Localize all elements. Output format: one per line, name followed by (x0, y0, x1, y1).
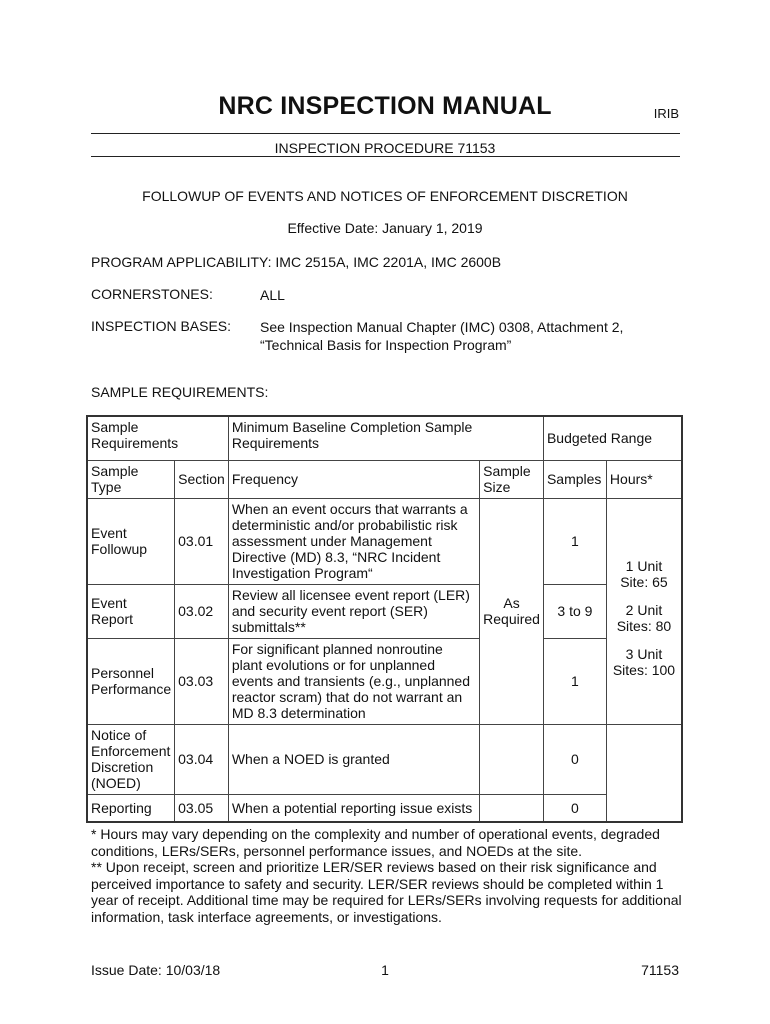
header-section: Section (175, 460, 229, 498)
section-cell: 03.03 (175, 638, 229, 724)
header-samples: Samples (543, 460, 606, 498)
samples-cell: 0 (543, 724, 606, 794)
inspection-bases-label: INSPECTION BASES: (91, 318, 232, 334)
hours-2-unit: 2 Unit Sites: 80 (616, 602, 672, 634)
issue-date: Issue Date: 10/03/18 (91, 962, 221, 978)
header-frequency: Frequency (228, 460, 479, 498)
procedure-subject: FOLLOWUP OF EVENTS AND NOTICES OF ENFORCEMENT DISCRETION (142, 188, 628, 204)
procedure-number: INSPECTION PROCEDURE 71153 (274, 140, 496, 156)
header-hours: Hours* (606, 460, 682, 498)
samples-cell: 1 (543, 638, 606, 724)
cornerstones-value: ALL (260, 287, 285, 303)
sample-type-cell: Event Report (87, 584, 175, 638)
samples-cell: 0 (543, 794, 606, 822)
effective-date: Effective Date: January 1, 2019 (287, 220, 483, 236)
frequency-cell: For significant planned nonroutine plant evolutions or for unplanned events and transients (e.g., unplanned reactor scram) that do not warrant an MD 8.3 determination (228, 638, 479, 724)
manual-title: NRC INSPECTION MANUAL (218, 92, 552, 120)
frequency-cell: Review all licensee event report (LER) and security event report (SER) submittals** (228, 584, 479, 638)
footnote-hours: * Hours may vary depending on the complexity and number of operational events, degraded conditions, LERs/SERs, personnel performance issues, and NOEDs at the site. (91, 826, 660, 859)
org-label: IRIB (653, 106, 679, 121)
program-applicability: PROGRAM APPLICABILITY: IMC 2515A, IMC 2201A, IMC 2600B (91, 254, 502, 270)
sample-type-cell: Personnel Performance (87, 638, 175, 724)
samples-cell: 1 (543, 498, 606, 584)
hours-1-unit: 1 Unit Site: 65 (620, 558, 668, 590)
inspection-bases-value (260, 318, 623, 354)
sample-requirements-heading: SAMPLE REQUIREMENTS: (91, 384, 269, 400)
samples-cell: 3 to 9 (543, 584, 606, 638)
footnote-ler-ser: ** Upon receipt, screen and prioritize LER/SER reviews based on their risk significance and perceived importance to safety and security. LER/SER reviews should be completed within 1 year of receipt. Additional time may be required for LERs/SERs involving requests for additional information, task interface agreements, or investigations. (91, 859, 682, 925)
header-min-baseline: Minimum Baseline Completion Sample Requirements (228, 416, 543, 460)
cornerstones-label: CORNERSTONES: (91, 286, 213, 302)
hours-3-unit: 3 Unit Sites: 100 (612, 646, 676, 678)
table-row (87, 794, 682, 822)
section-cell: 03.01 (175, 498, 229, 584)
header-sample-type: Sample Type (87, 460, 175, 498)
header-rule-top (91, 133, 680, 134)
frequency-cell: When a potential reporting issue exists (228, 794, 479, 822)
sample-requirements-table (86, 415, 683, 823)
header-sample-size: Sample Size (480, 460, 544, 498)
footnotes (91, 826, 691, 925)
section-cell: 03.02 (175, 584, 229, 638)
document-number: 71153 (641, 962, 679, 978)
frequency-cell: When an event occurs that warrants a deterministic and/or probabilistic risk assessment under Management Directive (MD) 8.3, “NRC Incident Investigation Program“ (228, 498, 479, 584)
header-sample-requirements: Sample Requirements (87, 416, 228, 460)
frequency-cell: When a NOED is granted (228, 724, 479, 794)
sample-type-cell: Notice of Enforcement Discretion (NOED) (87, 724, 175, 794)
sample-type-cell: Event Followup (87, 498, 175, 584)
inspection-bases-line2: “Technical Basis for Inspection Program” (260, 337, 512, 353)
inspection-bases-line1: See Inspection Manual Chapter (IMC) 0308, Attachment 2, (260, 319, 624, 335)
table-row (87, 498, 682, 584)
header-rule-bottom (91, 156, 680, 157)
table-row (87, 584, 682, 638)
sample-type-cell: Reporting (87, 794, 175, 822)
hours-cell (606, 498, 682, 724)
table-row (87, 724, 682, 794)
sample-size-cell: As Required (480, 498, 544, 724)
table-row (87, 638, 682, 724)
header-budgeted-range: Budgeted Range (543, 416, 682, 460)
section-cell: 03.04 (175, 724, 229, 794)
page-number: 1 (381, 962, 389, 978)
section-cell: 03.05 (175, 794, 229, 822)
